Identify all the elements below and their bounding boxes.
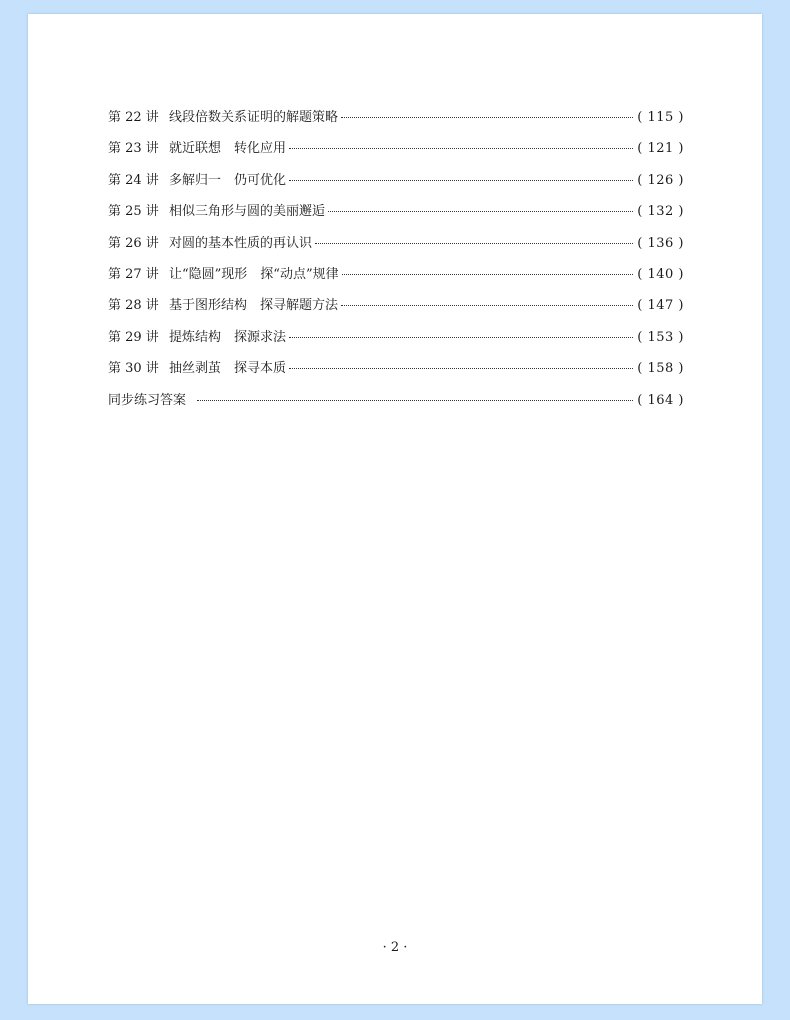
lecture-number: 第 22 讲 [108,110,159,125]
lecture-title: 对圆的基本性质的再认识 [169,235,313,251]
page-reference: ( 140 ) [637,266,684,282]
document-page [28,14,762,1004]
dot-leader [341,117,633,118]
lecture-number: 第 27 讲 [108,266,159,282]
dot-leader [289,148,633,149]
lecture-number: 第 24 讲 [108,172,159,188]
lecture-number: 第 29 讲 [108,329,159,345]
page-reference: ( 164 ) [637,392,684,408]
page-number: · 2 · [382,940,408,955]
lecture-title: 就近联想 转化应用 [169,141,287,157]
toc-entry[interactable] [108,106,684,137]
page-reference: ( 136 ) [637,235,684,251]
dot-leader [289,180,633,181]
toc-entry[interactable] [108,294,684,325]
page-reference: ( 132 ) [637,204,684,220]
toc-entry-answers[interactable] [108,389,684,420]
dot-leader [315,243,633,244]
toc-entry[interactable] [108,200,684,231]
page-reference: ( 126 ) [637,172,684,188]
lecture-number: 第 30 讲 [108,361,159,377]
lecture-title: 提炼结构 探源求法 [169,329,287,345]
lecture-number: 第 25 讲 [108,204,159,220]
toc-entry[interactable] [108,263,684,294]
page-reference: ( 121 ) [637,141,684,157]
lecture-number: 第 23 讲 [108,141,159,157]
toc-entry[interactable] [108,169,684,200]
dot-leader [197,400,633,401]
table-of-contents [108,106,684,420]
lecture-title: 让“隐圆”现形 探“动点”规律 [169,266,339,282]
lecture-title: 抽丝剥茧 探寻本质 [169,361,287,377]
page-reference: ( 147 ) [637,298,684,314]
page-reference: ( 153 ) [637,329,684,345]
toc-entry[interactable] [108,137,684,168]
lecture-title: 相似三角形与圆的美丽邂逅 [169,204,326,220]
dot-leader [328,211,633,212]
page-reference: ( 158 ) [637,361,684,377]
lecture-number: 第 28 讲 [108,298,159,314]
lecture-title: 多解归一 仍可优化 [169,172,287,188]
answers-title: 同步练习答案 [108,392,187,408]
toc-entry[interactable] [108,326,684,357]
toc-entry[interactable] [108,357,684,388]
lecture-number: 第 26 讲 [108,235,159,251]
lecture-title: 线段倍数关系证明的解题策略 [169,110,339,125]
dot-leader [289,368,633,369]
dot-leader [342,274,634,275]
dot-leader [341,305,633,306]
lecture-title: 基于图形结构 探寻解题方法 [169,298,339,314]
toc-entry[interactable] [108,232,684,263]
page-reference: ( 115 ) [637,110,684,125]
dot-leader [289,337,633,338]
